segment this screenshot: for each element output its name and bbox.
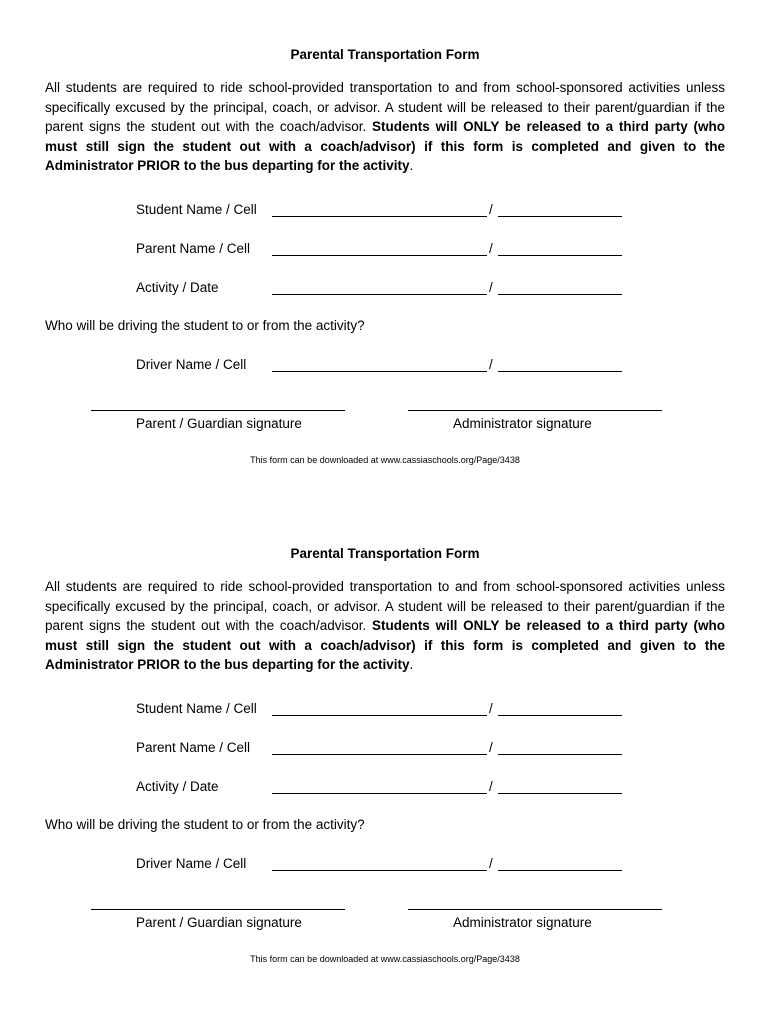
driver-name-cell-label: Driver Name / Cell [136, 856, 247, 871]
student-cell-field[interactable] [498, 715, 622, 716]
date-field[interactable] [498, 294, 622, 295]
driver-name-field[interactable] [272, 371, 487, 372]
download-footer: This form can be downloaded at www.cassiaschools.org/Page/3438 [250, 455, 520, 465]
admin-signature-label: Administrator signature [453, 416, 592, 431]
student-name-field[interactable] [272, 715, 487, 716]
driver-name-cell-label: Driver Name / Cell [136, 357, 247, 372]
parent-name-cell-label: Parent Name / Cell [136, 740, 251, 755]
date-field[interactable] [498, 793, 622, 794]
field-separator: / [489, 701, 493, 716]
parent-signature-field[interactable] [91, 909, 345, 910]
intro-end: . [409, 657, 414, 673]
parent-name-cell-label: Parent Name / Cell [136, 241, 251, 256]
intro-text: All students are required to ride school-provided transportation to and from school-sponsored activities unless specifically excused by the principal, coach, or advisor. A student will be released to their parent/guardian if the parent signs the student out with the coach/advisor. [45, 80, 725, 135]
field-separator: / [489, 779, 493, 794]
form-intro [45, 577, 725, 675]
field-separator: / [489, 740, 493, 755]
field-separator: / [489, 357, 493, 372]
form-title: Parental Transportation Form [290, 47, 480, 62]
intro-text: All students are required to ride school-provided transportation to and from school-sponsored activities unless specifically excused by the principal, coach, or advisor. A student will be released to their parent/guardian if the parent signs the student out with the coach/advisor. [45, 579, 725, 634]
student-cell-field[interactable] [498, 216, 622, 217]
driver-question: Who will be driving the student to or from the activity? [45, 817, 365, 832]
parent-cell-field[interactable] [498, 754, 622, 755]
field-separator: / [489, 241, 493, 256]
activity-field[interactable] [272, 793, 487, 794]
activity-date-label: Activity / Date [136, 280, 219, 295]
form-intro [45, 78, 725, 176]
field-separator: / [489, 856, 493, 871]
driver-cell-field[interactable] [498, 371, 622, 372]
parent-name-field[interactable] [272, 754, 487, 755]
admin-signature-field[interactable] [408, 410, 662, 411]
field-separator: / [489, 280, 493, 295]
student-name-cell-label: Student Name / Cell [136, 701, 257, 716]
form-title: Parental Transportation Form [290, 546, 480, 561]
student-name-field[interactable] [272, 216, 487, 217]
intro-end: . [409, 158, 414, 174]
intro-bold-text: Students will ONLY be released to a third party (who must still sign the student out with a coach/advisor) if this form is completed and given to the Administrator PRIOR to the bus departing for the activity [45, 618, 725, 673]
admin-signature-label: Administrator signature [453, 915, 592, 930]
activity-field[interactable] [272, 294, 487, 295]
parent-signature-field[interactable] [91, 410, 345, 411]
driver-name-field[interactable] [272, 870, 487, 871]
parent-name-field[interactable] [272, 255, 487, 256]
parent-signature-label: Parent / Guardian signature [136, 416, 302, 431]
parent-cell-field[interactable] [498, 255, 622, 256]
admin-signature-field[interactable] [408, 909, 662, 910]
student-name-cell-label: Student Name / Cell [136, 202, 257, 217]
download-footer: This form can be downloaded at www.cassiaschools.org/Page/3438 [250, 954, 520, 964]
intro-bold-text: Students will ONLY be released to a third party (who must still sign the student out with a coach/advisor) if this form is completed and given to the Administrator PRIOR to the bus departing for the activity [45, 119, 725, 174]
driver-cell-field[interactable] [498, 870, 622, 871]
driver-question: Who will be driving the student to or from the activity? [45, 318, 365, 333]
parent-signature-label: Parent / Guardian signature [136, 915, 302, 930]
activity-date-label: Activity / Date [136, 779, 219, 794]
field-separator: / [489, 202, 493, 217]
